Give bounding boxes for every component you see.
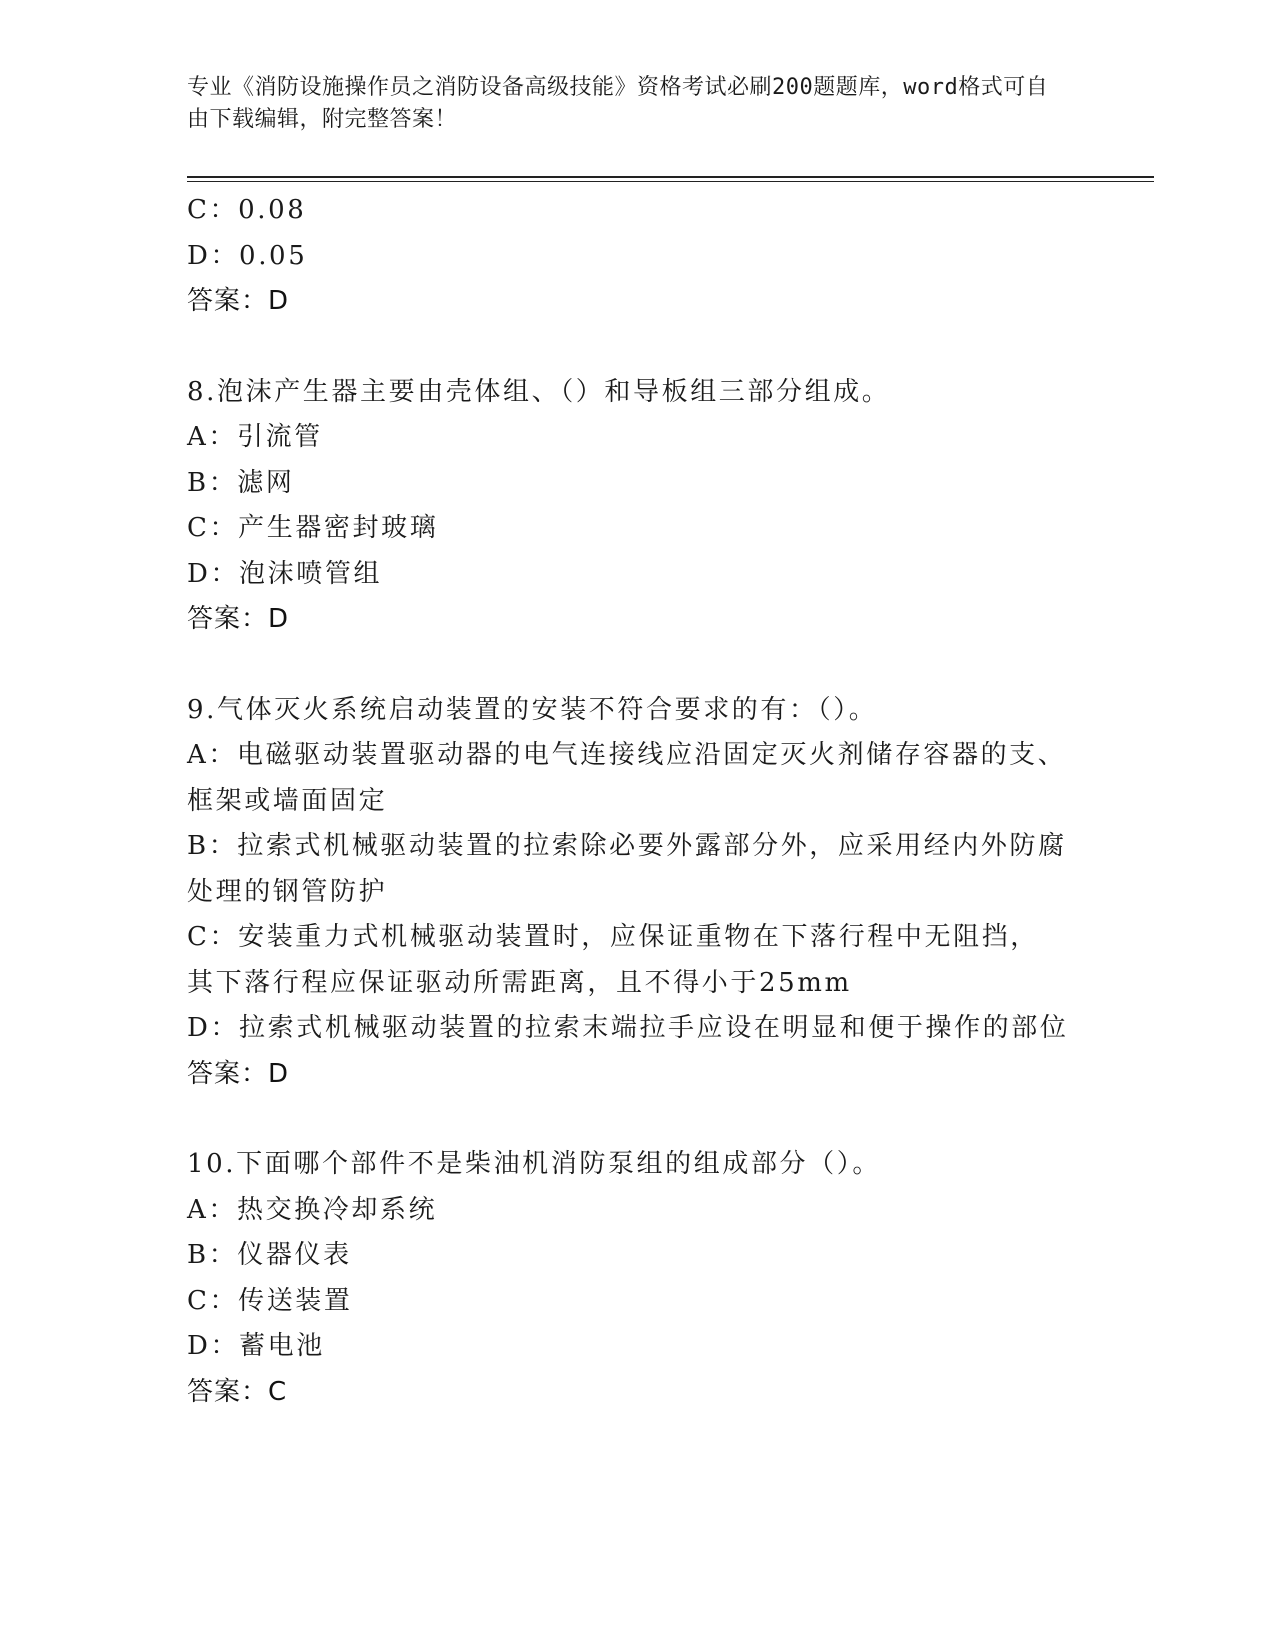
option-c: C：0.08 [187,195,307,225]
option-d: D：泡沫喷管组 [187,558,383,589]
header-rule-thin [187,181,1154,182]
question-block-10 [187,1142,1087,1415]
option-c: C：安装重力式机械驱动装置时，应保证重物在下落行程中无阻挡，其下落行程应保证驱动所需距离，且不得小于25mm [187,922,1039,998]
option-d: D：蓄电池 [187,1331,325,1361]
option-d: D：拉索式机械驱动装置的拉索末端拉手应设在明显和便于操作的部位 [187,1013,1069,1043]
option-a: A：热交换冷却系统 [187,1194,438,1225]
answer-line: 答案：D [187,286,290,316]
option-d: D：0.05 [187,240,308,271]
question-block-8 [187,370,1087,643]
question-stem: 10.下面哪个部件不是柴油机消防泵组的组成部分（）。 [187,1149,881,1179]
option-b: B：仪器仪表 [187,1240,352,1270]
question-stem: 8.泡沫产生器主要由壳体组、（）和导板组三部分组成。 [187,376,891,407]
answer-line: 答案：C [187,1376,288,1407]
answer-line: 答案：D [187,1058,290,1089]
question-stem: 9.气体灭火系统启动装置的安装不符合要求的有：（）。 [187,694,878,725]
question-block-9 [187,688,1087,1098]
option-b: B：滤网 [187,467,295,498]
question-content [187,188,1087,1415]
option-c: C：产生器密封玻璃 [187,513,439,543]
option-a: A：引流管 [187,422,323,452]
option-a: A：电磁驱动装置驱动器的电气连接线应沿固定灭火剂储存容器的支、框架或墙面固定 [187,740,1067,816]
question-block-carryover [187,188,1087,325]
option-b: B：拉索式机械驱动装置的拉索除必要外露部分外，应采用经内外防腐处理的钢管防护 [187,831,1067,907]
page-header: 专业《消防设施操作员之消防设备高级技能》资格考试必刷200题题库，word格式可自由下载编辑，附完整答案！ [187,75,1049,132]
answer-line: 答案：D [187,604,290,634]
header-rule [187,176,1154,178]
option-c: C：传送装置 [187,1285,353,1316]
